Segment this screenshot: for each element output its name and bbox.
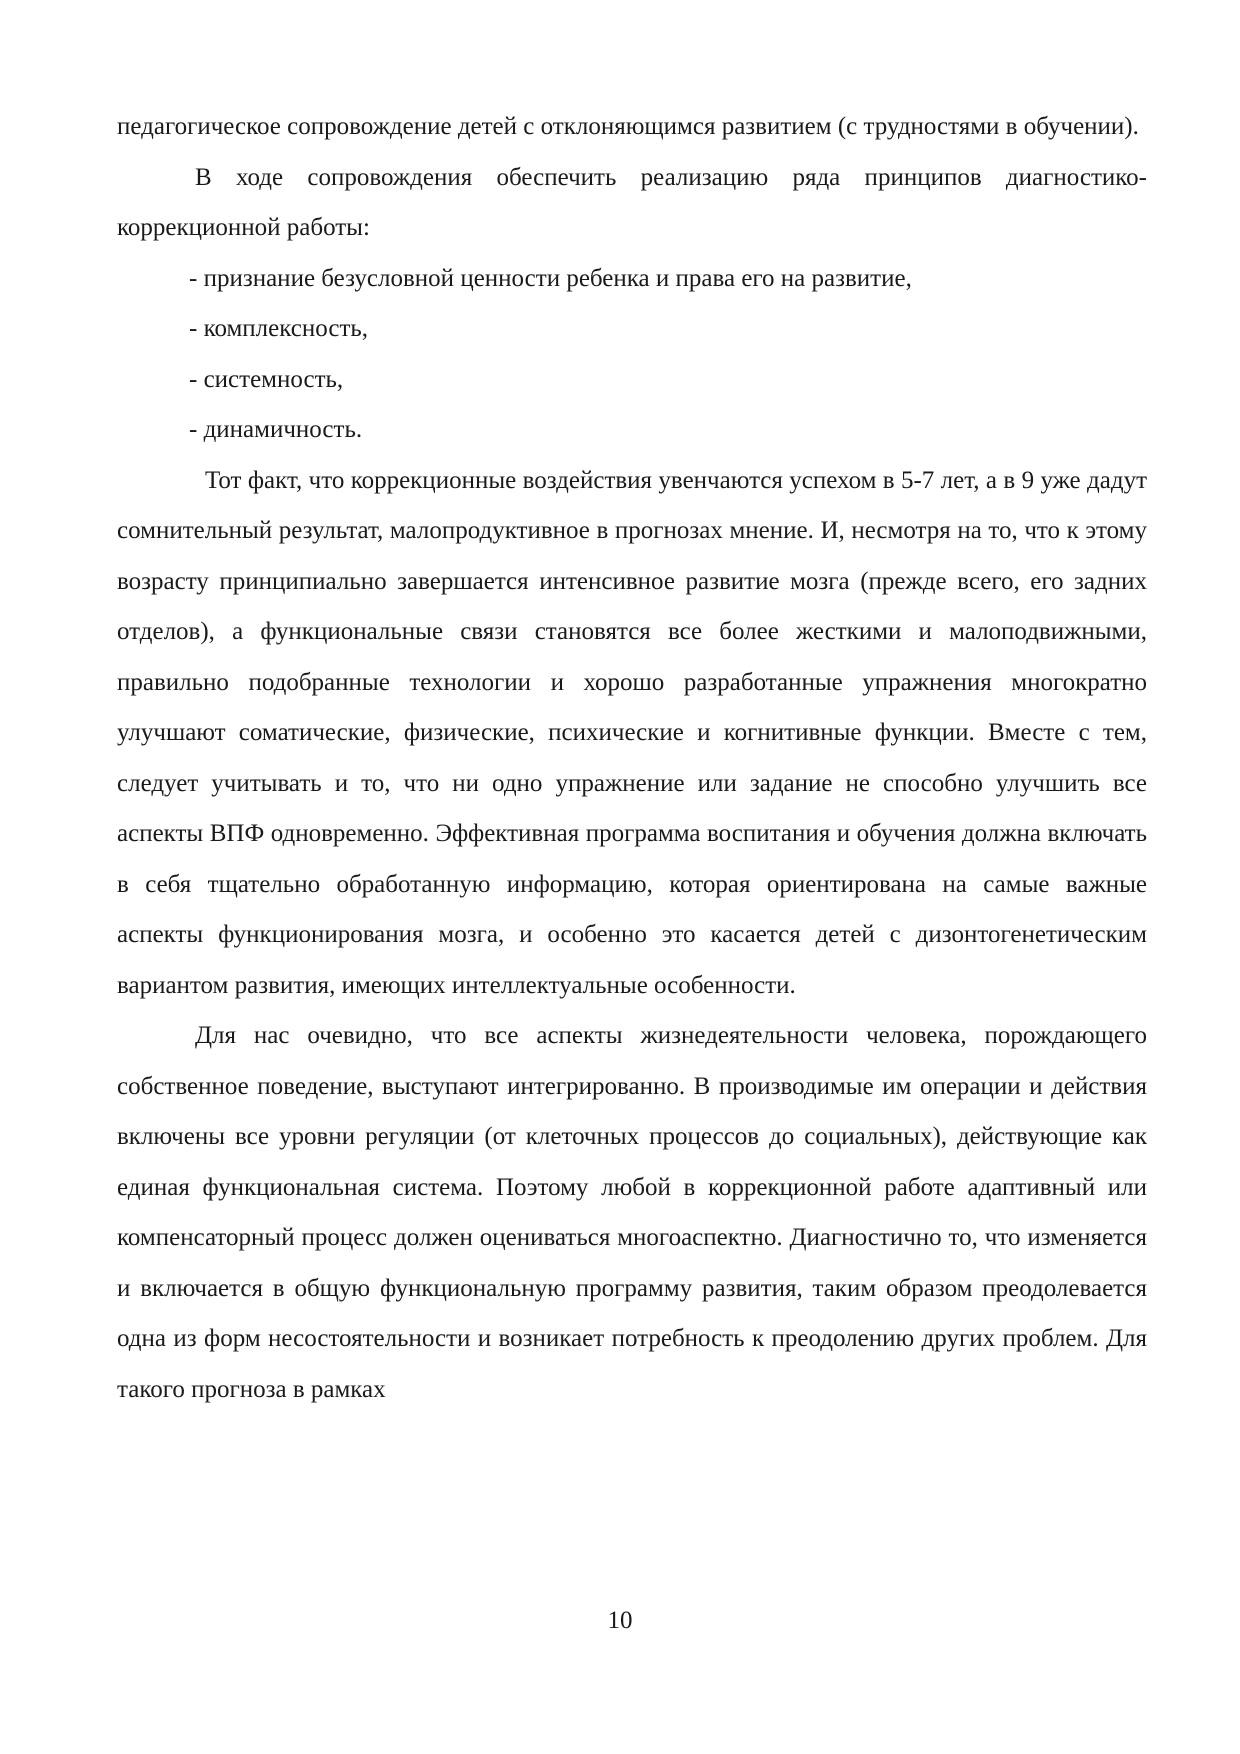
principles-list (117, 254, 1147, 456)
paragraph-continuation: педагогическое сопровождение детей с отклоняющимся развитием (с трудностями в обучении). (117, 113, 1139, 140)
paragraph-correction-age: Тот факт, что коррекционные воздействия увенчаются успехом в 5-7 лет, а в 9 уже дадут сомнительный результат, малопродуктивное в прогнозах мнение. И, несмотря на то, что к этому возрасту принципиально завершается интенсивное развитие мозга (прежде всего, его задних отделов), а функциональные связи становятся все более жесткими и малоподвижными, правильно подобранные технологии и хорошо разработанные упражнения многократно улучшают соматические, физические, психические и когнитивные функции. Вместе с тем, следует учитывать и то, что ни одно упражнение или задание не способно улучшить все аспекты ВПФ одновременно. Эффективная программа воспитания и обучения должна включать в себя тщательно обработанную информацию, которая ориентирована на самые важные аспекты функционирования мозга, и особенно это касается детей с дизонтогенетическим вариантом развития, имеющих интеллектуальные особенности. (117, 466, 1147, 999)
list-item: - системность, (189, 365, 344, 393)
list-item: - комплексность, (189, 315, 369, 342)
page-number: 10 (607, 1607, 633, 1634)
list-item: - динамичность. (189, 416, 363, 443)
document-body (117, 102, 1147, 1415)
paragraph-integrated-aspects: Для нас очевидно, что все аспекты жизнедеятельности человека, порождающего собственное поведение, выступают интегрированно. В производимые им операции и действия включены все уровни регуляции (от клеточных процессов до социальных), действующие как единая функциональная система. Поэтому любой в коррекционной работе адаптивный или компенсаторный процесс должен оцениваться многоаспектно. Диагностично то, что изменяется и включается в общую функциональную программу развития, таким образом преодолевается одна из форм несостоятельности и возникает потребность к преодолению других проблем. Для такого прогноза в рамках (117, 1022, 1147, 1403)
list-item: - признание безусловной ценности ребенка и права его на развитие, (189, 264, 912, 292)
paragraph-principles-intro: В ходе сопровождения обеспечить реализацию ряда принципов диагностико-коррекционной работы: (117, 163, 1147, 241)
